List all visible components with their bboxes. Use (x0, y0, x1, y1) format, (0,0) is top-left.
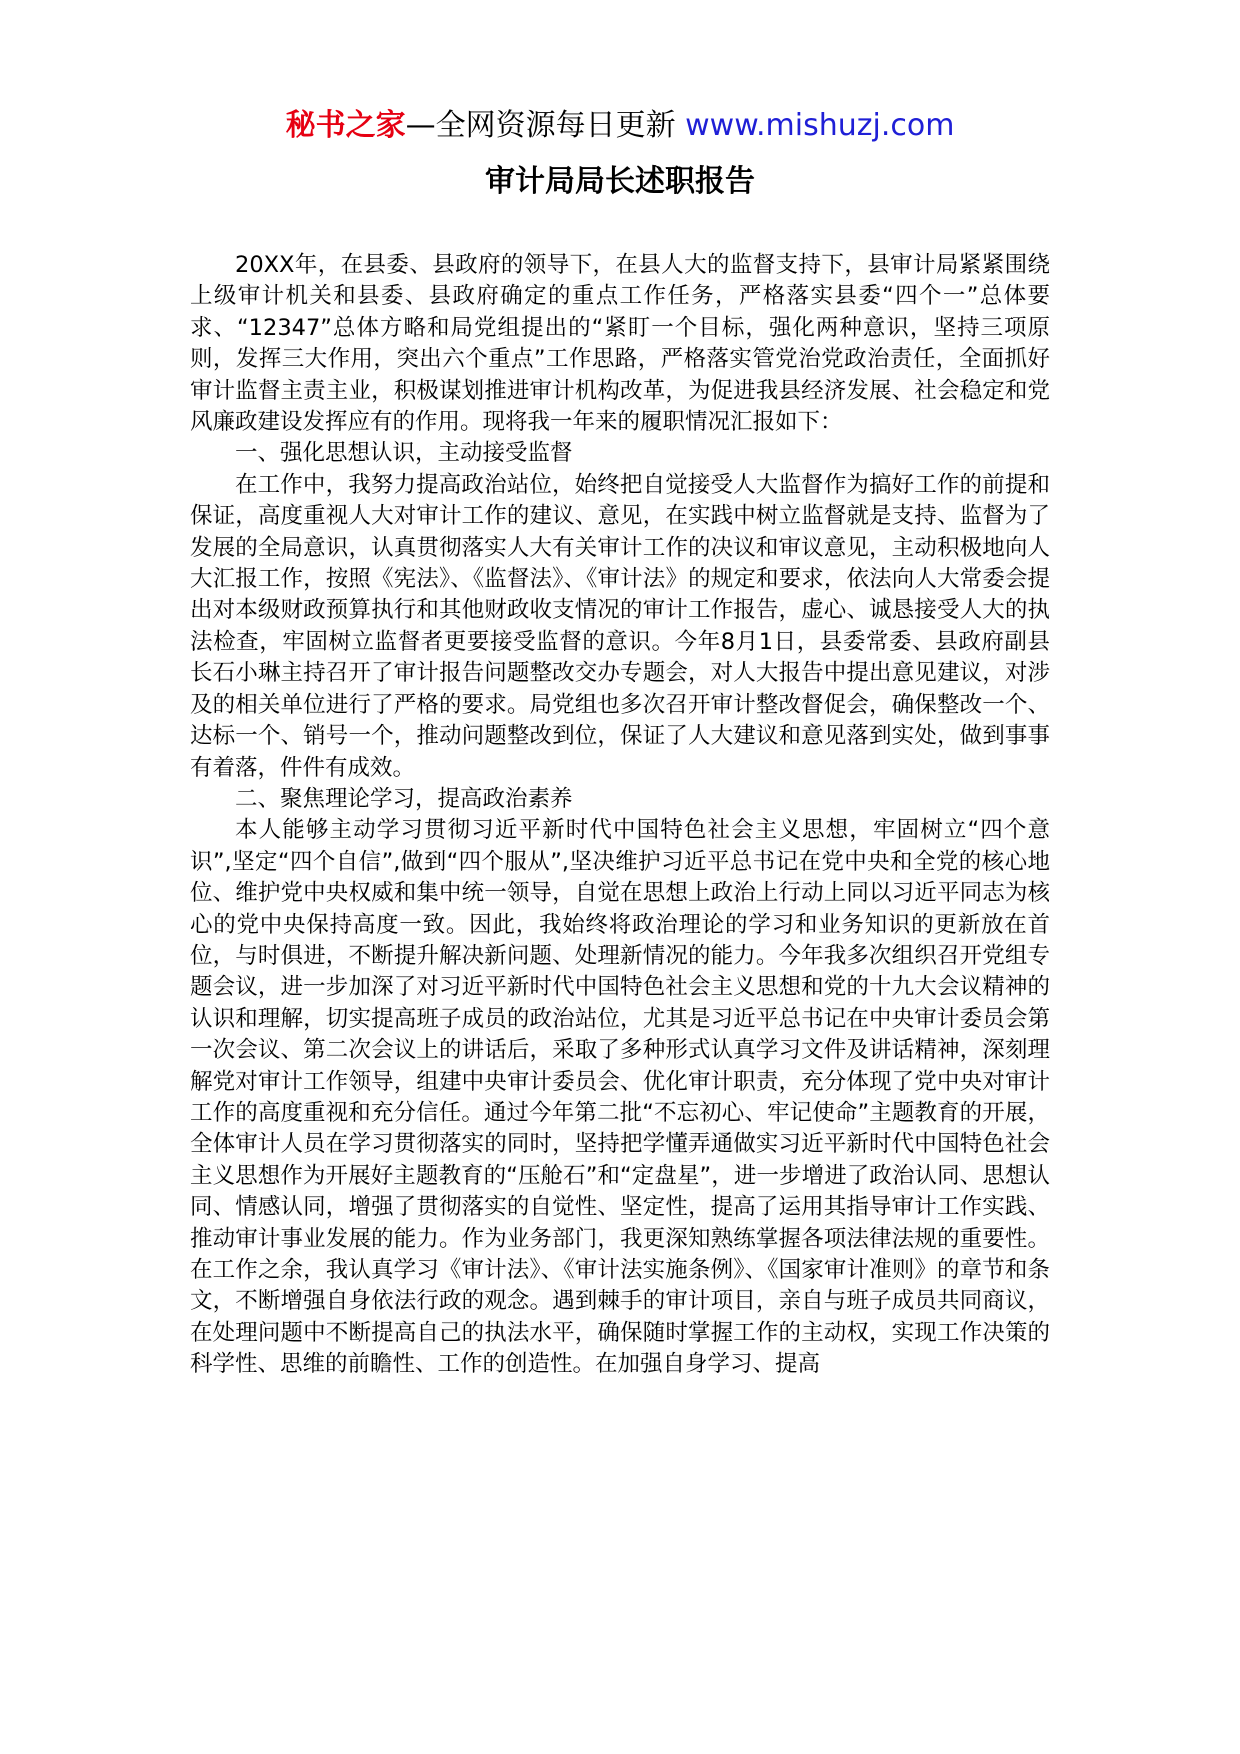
section-heading-1: 一、强化思想认识，主动接受监督 (235, 440, 573, 467)
document-body (190, 250, 1050, 1381)
brand-name: 秘书之家 (285, 108, 406, 143)
paragraph-section-2: 本人能够主动学习贯彻习近平新时代中国特色社会主义思想，牢固树立“四个意识”,坚定“四个自信”,做到“四个服从”,坚决维护习近平总书记在党中央和全党的核心地位、维护党中央权威和集中统一领导，自觉在思想上政治上行动上同以习近平同志为核心的党中央保持高度一致。因此，我始终将政治理论的学习和业务知识的更新放在首位，与时俱进，不断提升解决新问题、处理新情况的能力。今年我多次组织召开党组专题会议，进一步加深了对习近平新时代中国特色社会主义思想和党的十九大会议精神的认识和理解，切实提高班子成员的政治站位，尤其是习近平总书记在中央审计委员会第一次会议、第二次会议上的讲话后，采取了多种形式认真学习文件及讲话精神，深刻理解党对审计工作领导，组建中央审计委员会、优化审计职责，充分体现了党中央对审计工作的高度重视和充分信任。通过今年第二批“不忘初心、牢记使命”主题教育的开展，全体审计人员在学习贯彻落实的同时，坚持把学懂弄通做实习近平新时代中国特色社会主义思想作为开展好主题教育的“压舱石”和“定盘星”，进一步增进了政治认同、思想认同、情感认同，增强了贯彻落实的自觉性、坚定性，提高了运用其指导审计工作实践、推动审计事业发展的能力。作为业务部门，我更深知熟练掌握各项法律法规的重要性。在工作之余，我认真学习《审计法》、《审计法实施条例》、《国家审计准则》的章节和条文，不断增强自身依法行政的观念。遇到棘手的审计项目，亲自与班子成员共同商议，在处理问题中不断提高自己的执法水平，确保随时掌握工作的主动权，实现工作决策的科学性、思维的前瞻性、工作的创造性。在加强自身学习、提高 (190, 817, 1050, 1378)
header-tagline: —全网资源每日更新 (405, 108, 676, 143)
paragraph-intro: 20XX年，在县委、县政府的领导下，在县人大的监督支持下，县审计局紧紧围绕上级审计机关和县委、县政府确定的重点工作任务，严格落实县委“四个一”总体要求、“12347”总体方略和局党组提出的“紧盯一个目标，强化两种意识，坚持三项原则，发挥三大作用，突出六个重点”工作思路，严格落实管党治党政治责任，全面抓好审计监督主责主业，积极谋划推进审计机构改革，为促进我县经济发展、社会稳定和党风廉政建设发挥应有的作用。现将我一年来的履职情况汇报如下： (190, 252, 1050, 436)
paragraph-section-1: 在工作中，我努力提高政治站位，始终把自觉接受人大监督作为搞好工作的前提和保证，高度重视人大对审计工作的建议、意见，在实践中树立监督就是支持、监督为了发展的全局意识，认真贯彻落实人大有关审计工作的决议和审议意见，主动积极地向人大汇报工作，按照《宪法》、《监督法》、《审计法》的规定和要求，依法向人大常委会提出对本级财政预算执行和其他财政收支情况的审计工作报告，虚心、诚恳接受人大的执法检查，牢固树立监督者更要接受监督的意识。今年8月1日，县委常委、县政府副县长石小琳主持召开了审计报告问题整改交办专题会，对人大报告中提出意见建议，对涉及的相关单位进行了严格的要求。局党组也多次召开审计整改督促会，确保整改一个、达标一个、销号一个，推动问题整改到位，保证了人大建议和意见落到实处，做到事事有着落，件件有成效。 (190, 471, 1050, 781)
document-title: 审计局局长述职报告 (485, 164, 755, 199)
site-header (0, 104, 1240, 148)
site-url[interactable]: www.mishuzj.com (685, 108, 955, 143)
section-heading-2: 二、聚焦理论学习，提高政治素养 (235, 785, 573, 812)
